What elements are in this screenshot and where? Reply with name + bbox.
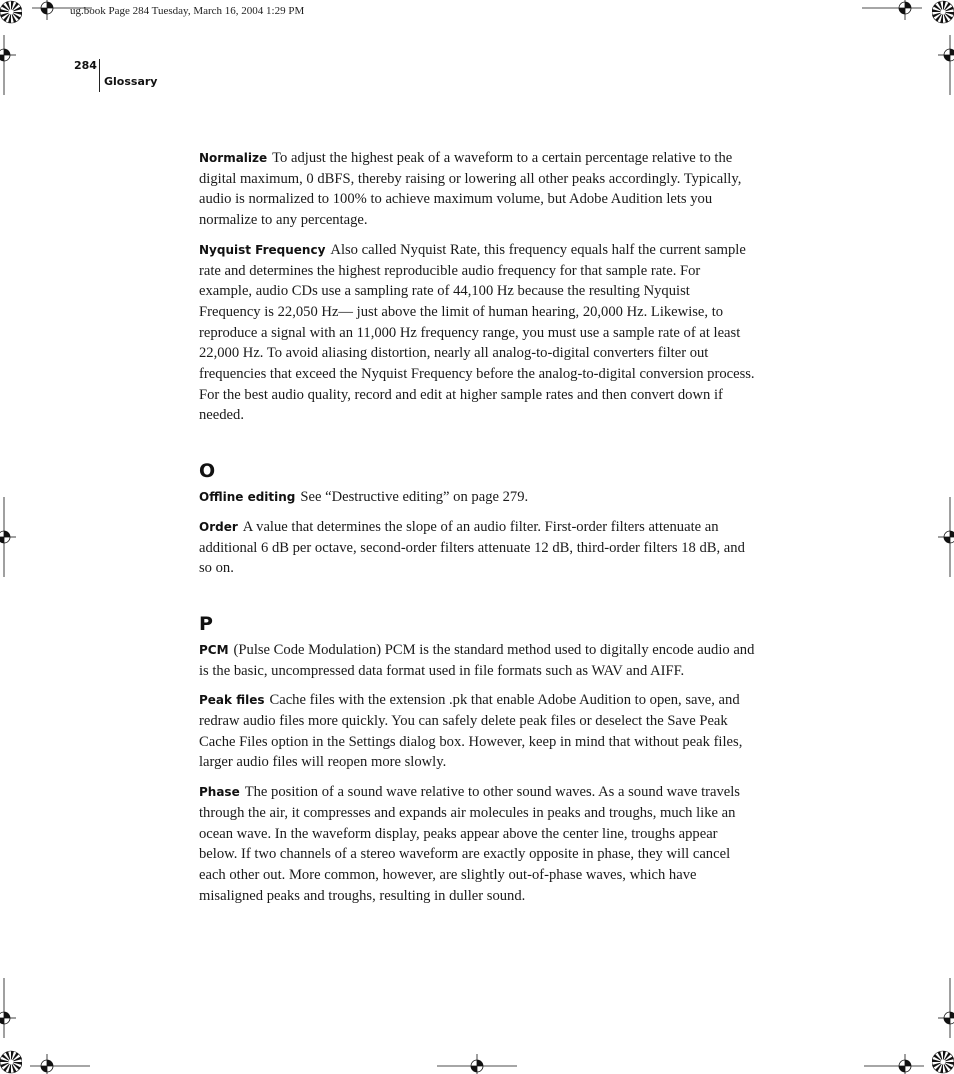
glossary-definition: A value that determines the slope of an audio filter. First-order filters attenuate an additional 6 dB per octave, second-order filters attenuate 12 dB, third-order filters 18 dB, and so on. [199, 518, 745, 577]
glossary-term: Phase [199, 785, 240, 800]
glossary-entry [199, 240, 755, 426]
glossary-term: PCM [199, 642, 229, 657]
letter-heading-p: P [199, 612, 213, 635]
color-wheel-mark-top-right [932, 0, 954, 24]
registration-target-icon [0, 978, 16, 1038]
running-head: Glossary [104, 75, 158, 88]
glossary-definition: To adjust the highest peak of a waveform to a certain percentage relative to the digital maximum, 0 dBFS, thereby raising or lowering all other peaks accordingly. Typically, audio is normalized to 100% to achieve maximum volume, but Adobe Audition lets you normalize to any percentage. [199, 150, 742, 229]
glossary-group-o [199, 487, 755, 579]
glossary-entry [199, 487, 755, 508]
glossary-term: Normalize [199, 151, 268, 165]
glossary-term: Offline editing [199, 490, 296, 505]
print-slug: ug.book Page 284 Tuesday, March 16, 2004 1:29 PM [70, 5, 305, 17]
color-wheel-mark-top-left [0, 0, 22, 24]
glossary-group-n [199, 148, 755, 426]
registration-target-icon [862, 0, 922, 20]
registration-target-icon [938, 497, 954, 577]
registration-target-icon [437, 1054, 517, 1074]
registration-target-icon [0, 35, 16, 95]
registration-target-icon [938, 35, 954, 95]
registration-target-icon [938, 978, 954, 1038]
registration-target-icon [0, 497, 16, 577]
glossary-entry [199, 782, 755, 906]
glossary-content [199, 148, 755, 915]
registration-target-icon [30, 1054, 90, 1074]
glossary-term: Peak files [199, 693, 265, 708]
glossary-entry [199, 148, 755, 231]
registration-target-icon [864, 1054, 924, 1074]
header-divider [99, 59, 100, 92]
page-number: 284 [74, 59, 97, 72]
glossary-entry [199, 640, 755, 681]
letter-heading-o: O [199, 460, 216, 483]
glossary-definition: Also called Nyquist Rate, this frequency equals half the current sample rate and determines the highest reproducible audio frequency for that sample rate. For example, audio CDs use a sampling rate of 44,100 Hz because the resulting Nyquist Frequency is 22,050 Hz— just above the limit of human hearing, 20,000 Hz. Likewise, to reproduce a signal with an 11,000 Hz frequency range, you must use a sample rate of at least 22,000 Hz. To avoid aliasing distortion, nearly all analog-to-digital converters filter out frequencies that exceed the Nyquist Frequency before the analog-to-digital conversion process. For the best audio quality, record and edit at higher sample rates and then convert down if needed. [199, 241, 755, 424]
glossary-entry [199, 517, 755, 579]
glossary-definition: The position of a sound wave relative to other sound waves. As a sound wave travels through the air, it compresses and expands air molecules in peaks and troughs, much like an ocean wave. In the waveform display, peaks appear above the center line, troughs appear below. If two channels of a stereo waveform are exactly opposite in phase, they will cancel each other out. More common, however, are slightly out-of-phase waves, which have misaligned peaks and troughs, resulting in duller sound. [199, 784, 740, 904]
glossary-entry [199, 690, 755, 773]
glossary-definition: Cache files with the extension .pk that enable Adobe Audition to open, save, and redraw audio files more quickly. You can safely delete peak files or deselect the Save Peak Cache Files option in the Settings dialog box. However, keep in mind that without peak files, larger audio files will reopen more slowly. [199, 692, 743, 771]
glossary-definition: See “Destructive editing” on page 279. [300, 489, 529, 506]
glossary-term: Nyquist Frequency [199, 242, 326, 257]
glossary-group-p [199, 640, 755, 906]
glossary-definition: (Pulse Code Modulation) PCM is the standard method used to digitally encode audio and is the basic, uncompressed data format used in file formats such as WAV and AIFF. [199, 641, 755, 679]
color-wheel-mark-bottom-right [932, 1050, 954, 1074]
color-wheel-mark-bottom-left [0, 1050, 22, 1074]
glossary-term: Order [199, 519, 238, 534]
